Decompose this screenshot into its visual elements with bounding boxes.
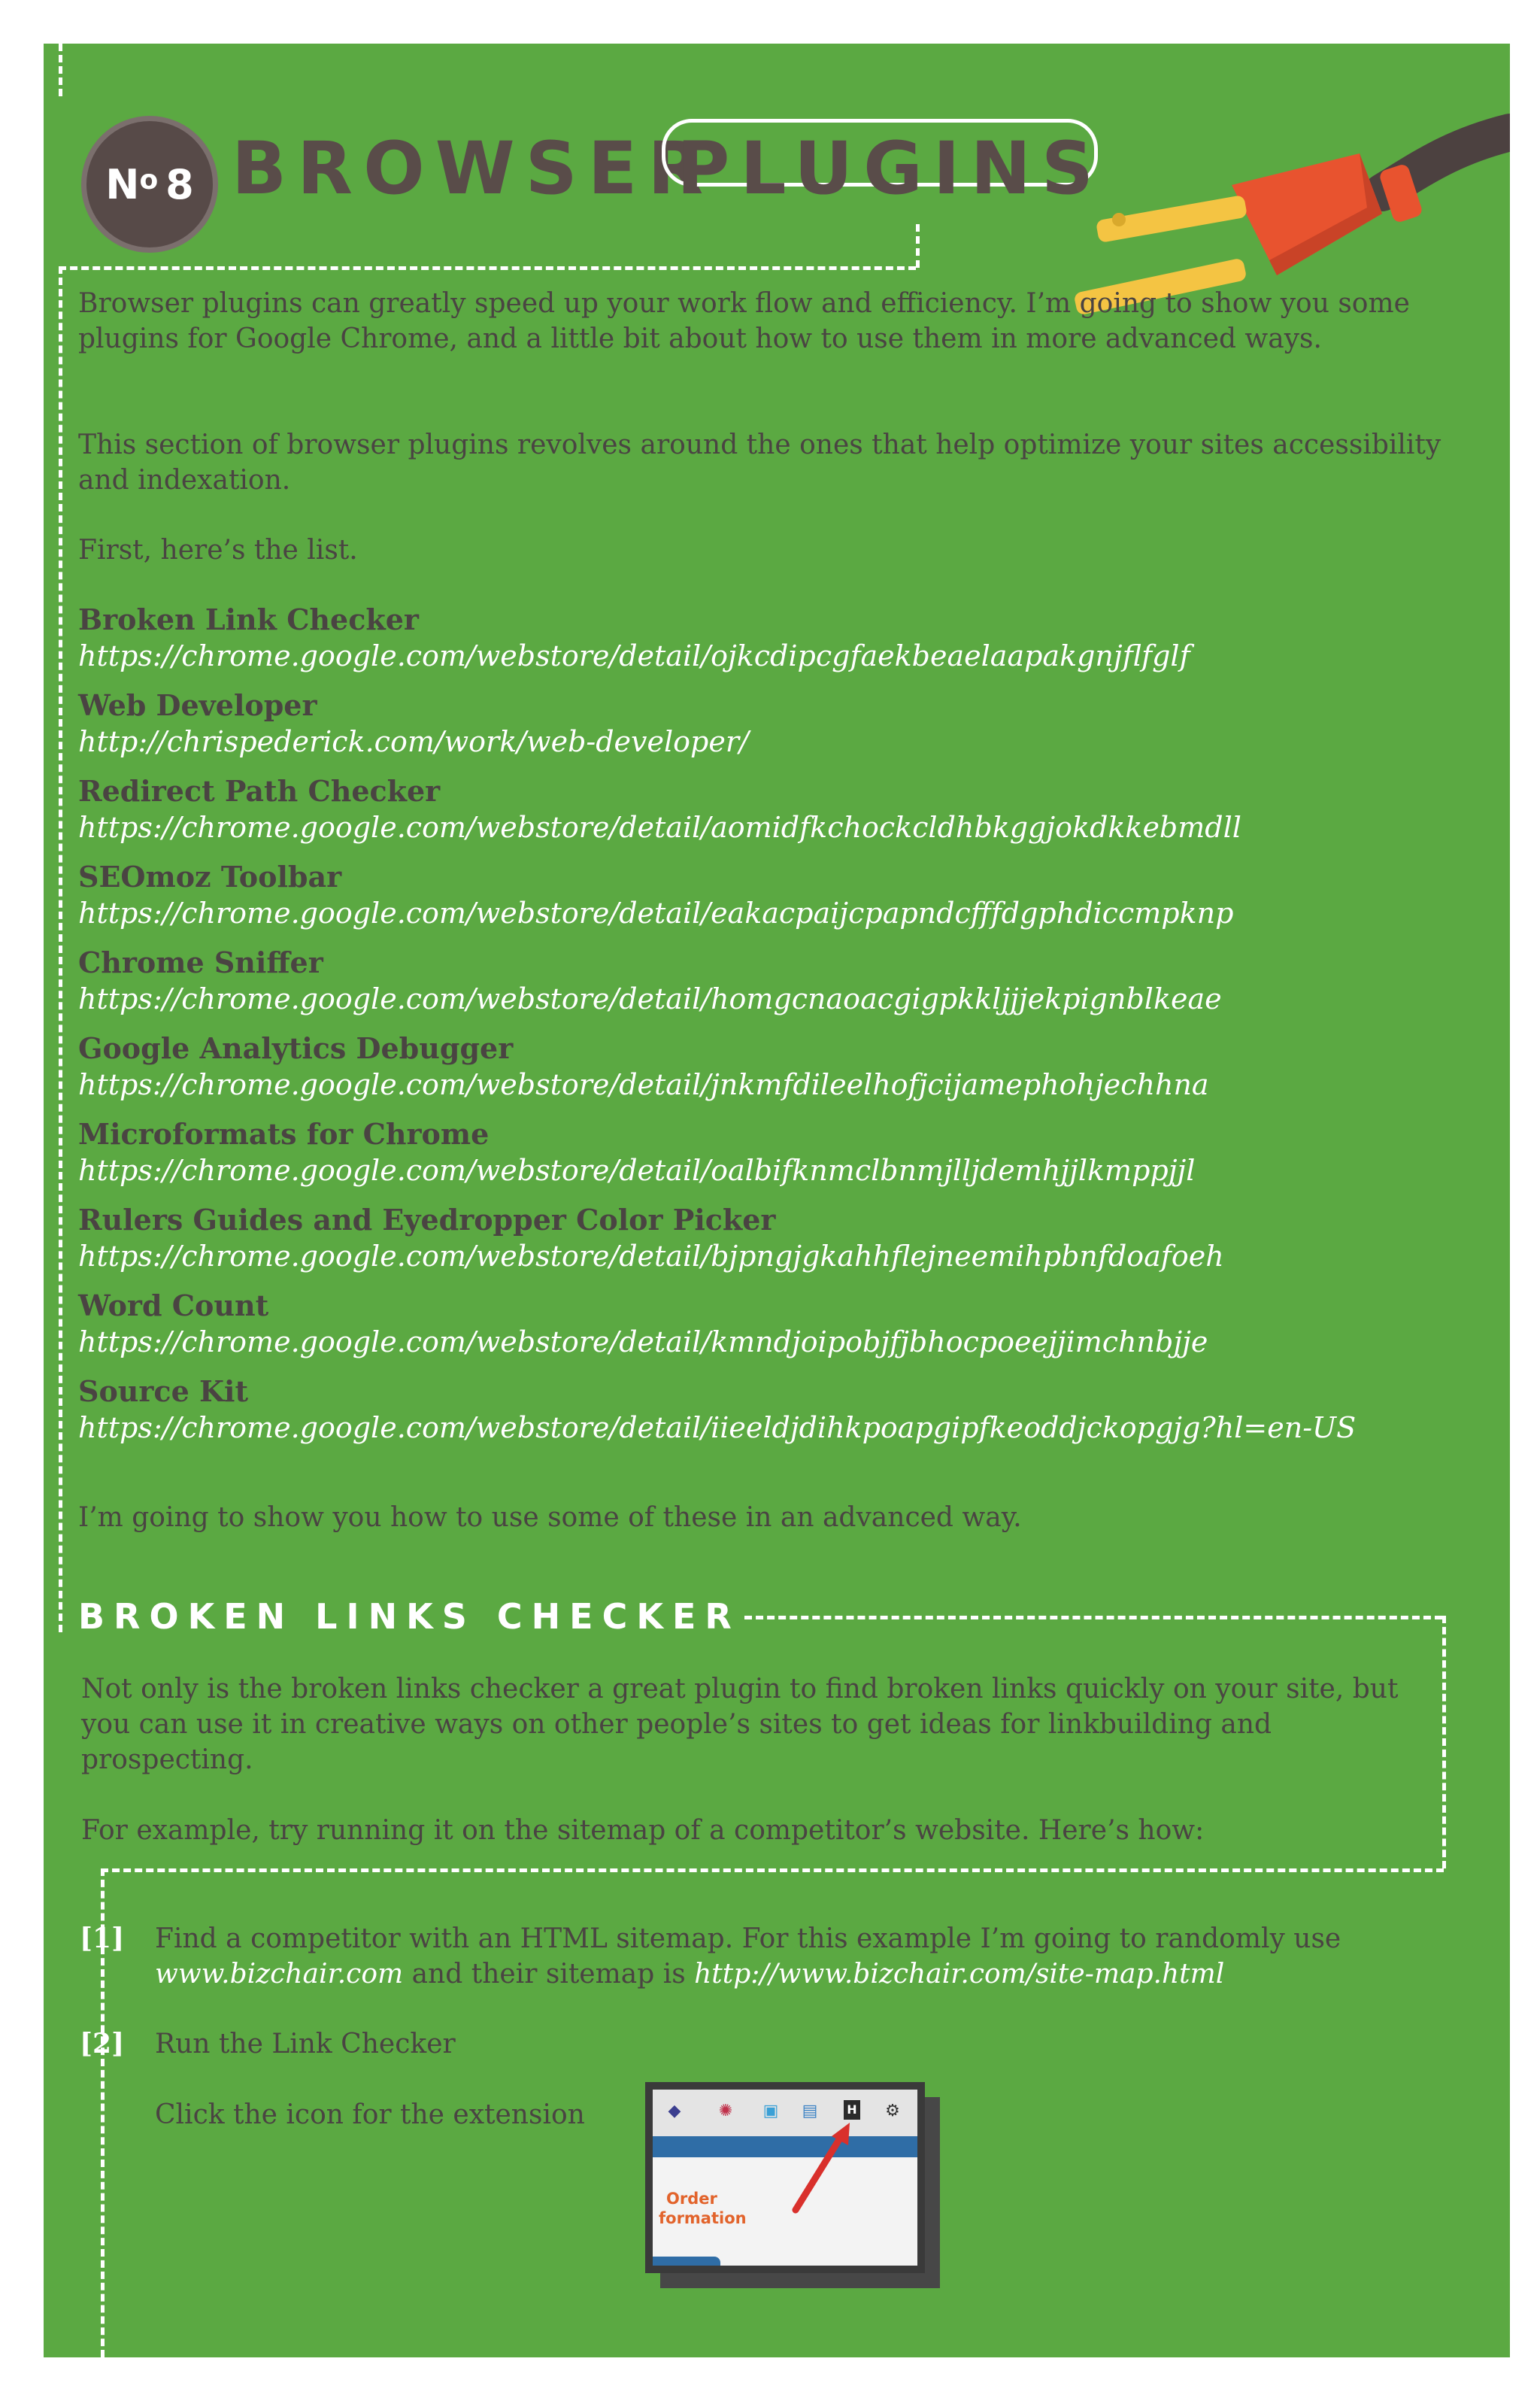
plugin-url[interactable]: http://chrispederick.com/work/web-developer/ <box>78 725 749 758</box>
page-tab <box>653 2257 720 2266</box>
plugin-name: Web Developer <box>78 688 317 722</box>
dashed-line-top-left <box>59 44 62 96</box>
step-1-number: [1] <box>80 1923 125 1954</box>
plugin-name: Broken Link Checker <box>78 603 419 636</box>
plugin-item <box>78 688 749 760</box>
order-text-line-2: formation <box>659 2209 747 2227</box>
plugin-url[interactable]: https://chrome.google.com/webstore/detail/eakacpaijcpapndcfffdgphdiccmpknp <box>78 897 1234 930</box>
outro-paragraph: I’m going to show you how to use some of these in an advanced way. <box>78 1502 1022 1533</box>
plugin-name: Redirect Path Checker <box>78 774 441 808</box>
plugin-item <box>78 859 1233 931</box>
title-plugins: PLUGINS <box>677 126 1105 211</box>
plugin-item <box>78 1031 1209 1103</box>
extension-screenshot <box>645 2082 925 2273</box>
plugin-item <box>78 1202 1224 1274</box>
step-1-link-2[interactable]: http://www.bizchair.com/site-map.html <box>694 1959 1225 1990</box>
section-title: BROKEN LINKS CHECKER <box>78 1596 741 1637</box>
badge-prefix: N <box>105 160 140 208</box>
plugin-name: Google Analytics Debugger <box>78 1031 514 1065</box>
dashed-line-section-top <box>744 1616 1442 1619</box>
plugin-item <box>78 945 1222 1017</box>
step-1-link-1[interactable]: www.bizchair.com <box>155 1959 404 1990</box>
plugin-item <box>78 1288 1208 1360</box>
intro-paragraph-3: First, here’s the list. <box>78 535 358 566</box>
step-2-subtext: Click the icon for the extension <box>155 2099 585 2130</box>
section-paragraph-1: Not only is the broken links checker a great plugin to find broken links quickly on your site, but you can use it in creative ways on other people’s sites to get ideas for linkbuilding and prospecting. <box>81 1674 1399 1775</box>
section-number-badge <box>81 116 218 253</box>
step-2-number: [2] <box>80 2028 125 2060</box>
plugin-name: SEOmoz Toolbar <box>78 860 342 894</box>
dashed-line-under-title <box>59 266 916 270</box>
badge-number: 8 <box>165 160 194 208</box>
plugin-url[interactable]: https://chrome.google.com/webstore/detail/aomidfkchockcldhbkggjokdkkebmdll <box>78 811 1241 844</box>
settings-gear-icon[interactable]: ⚙ <box>885 2102 900 2120</box>
plugin-name: Rulers Guides and Eyedropper Color Picker <box>78 1203 776 1237</box>
plugin-url[interactable]: https://chrome.google.com/webstore/detail/oalbifknmclbnmjlljdemhjjlkmppjjl <box>78 1154 1196 1187</box>
title-browser: BROWSER <box>232 126 714 211</box>
plugin-name: Microformats for Chrome <box>78 1117 490 1151</box>
plugin-item <box>78 602 1190 674</box>
dashed-line-section-bottom <box>101 1868 1444 1872</box>
extension-icon-2[interactable]: ✺ <box>718 2102 733 2120</box>
plugin-url[interactable]: https://chrome.google.com/webstore/detail/iieeldjdihkpoapgipfkeoddjckopgjg?hl=en-US <box>78 1411 1357 1444</box>
plugin-url[interactable]: https://chrome.google.com/webstore/detail/jnkmfdileelhofjcijamephohjechhna <box>78 1068 1209 1101</box>
plugin-name: Source Kit <box>78 1374 248 1408</box>
step-1-text-middle: and their sitemap is <box>403 1959 695 1990</box>
extension-icon-3[interactable]: ▣ <box>762 2102 779 2120</box>
dashed-line-title-connector <box>916 224 920 268</box>
plugin-url[interactable]: https://chrome.google.com/webstore/detail/ojkcdipcgfaekbeaelaapakgnjflfglf <box>78 639 1190 672</box>
plugin-item <box>78 1116 1195 1188</box>
plugin-name: Word Count <box>78 1289 269 1322</box>
dashed-line-section-right <box>1442 1616 1446 1868</box>
screenshot-content <box>653 2090 917 2266</box>
extension-icon-4[interactable]: ▤ <box>802 2102 818 2120</box>
intro-paragraph-2: This section of browser plugins revolves around the ones that help optimize your sites accessibility and indexation. <box>78 430 1441 496</box>
plugin-name: Chrome Sniffer <box>78 946 323 979</box>
order-text-line-1: Order <box>666 2190 717 2208</box>
plugin-url[interactable]: https://chrome.google.com/webstore/detail/homgcnaoacgigpkkljjjekpignblkeae <box>78 982 1222 1015</box>
red-arrow-icon <box>653 2090 917 2266</box>
page <box>44 44 1510 2357</box>
step-1-text-before: Find a competitor with an HTML sitemap. For this example I’m going to randomly use <box>155 1923 1341 1954</box>
plugin-url[interactable]: https://chrome.google.com/webstore/detail/bjpngjgkahhflejneemihpbnfdoafoeh <box>78 1240 1224 1273</box>
step-2-text: Run the Link Checker <box>155 2029 456 2060</box>
step-1-text <box>155 1921 1448 1992</box>
plugin-url[interactable]: https://chrome.google.com/webstore/detail/kmndjoipobjfjbhocpoeejjimchnbjje <box>78 1325 1208 1358</box>
section-paragraph-2: For example, try running it on the sitemap of a competitor’s website. Here’s how: <box>81 1815 1205 1846</box>
intro-paragraph-1: Browser plugins can greatly speed up your work flow and efficiency. I’m going to show you some plugins for Google Chrome, and a little bit about how to use them in more advanced ways. <box>78 288 1410 354</box>
dashed-line-left-main <box>59 266 62 1632</box>
badge-sup: o <box>139 164 159 196</box>
plugin-item <box>78 773 1241 845</box>
extension-icon-1[interactable]: ◆ <box>668 2102 681 2120</box>
link-checker-extension-icon[interactable]: H <box>844 2100 860 2120</box>
plugin-item <box>78 1374 1356 1446</box>
